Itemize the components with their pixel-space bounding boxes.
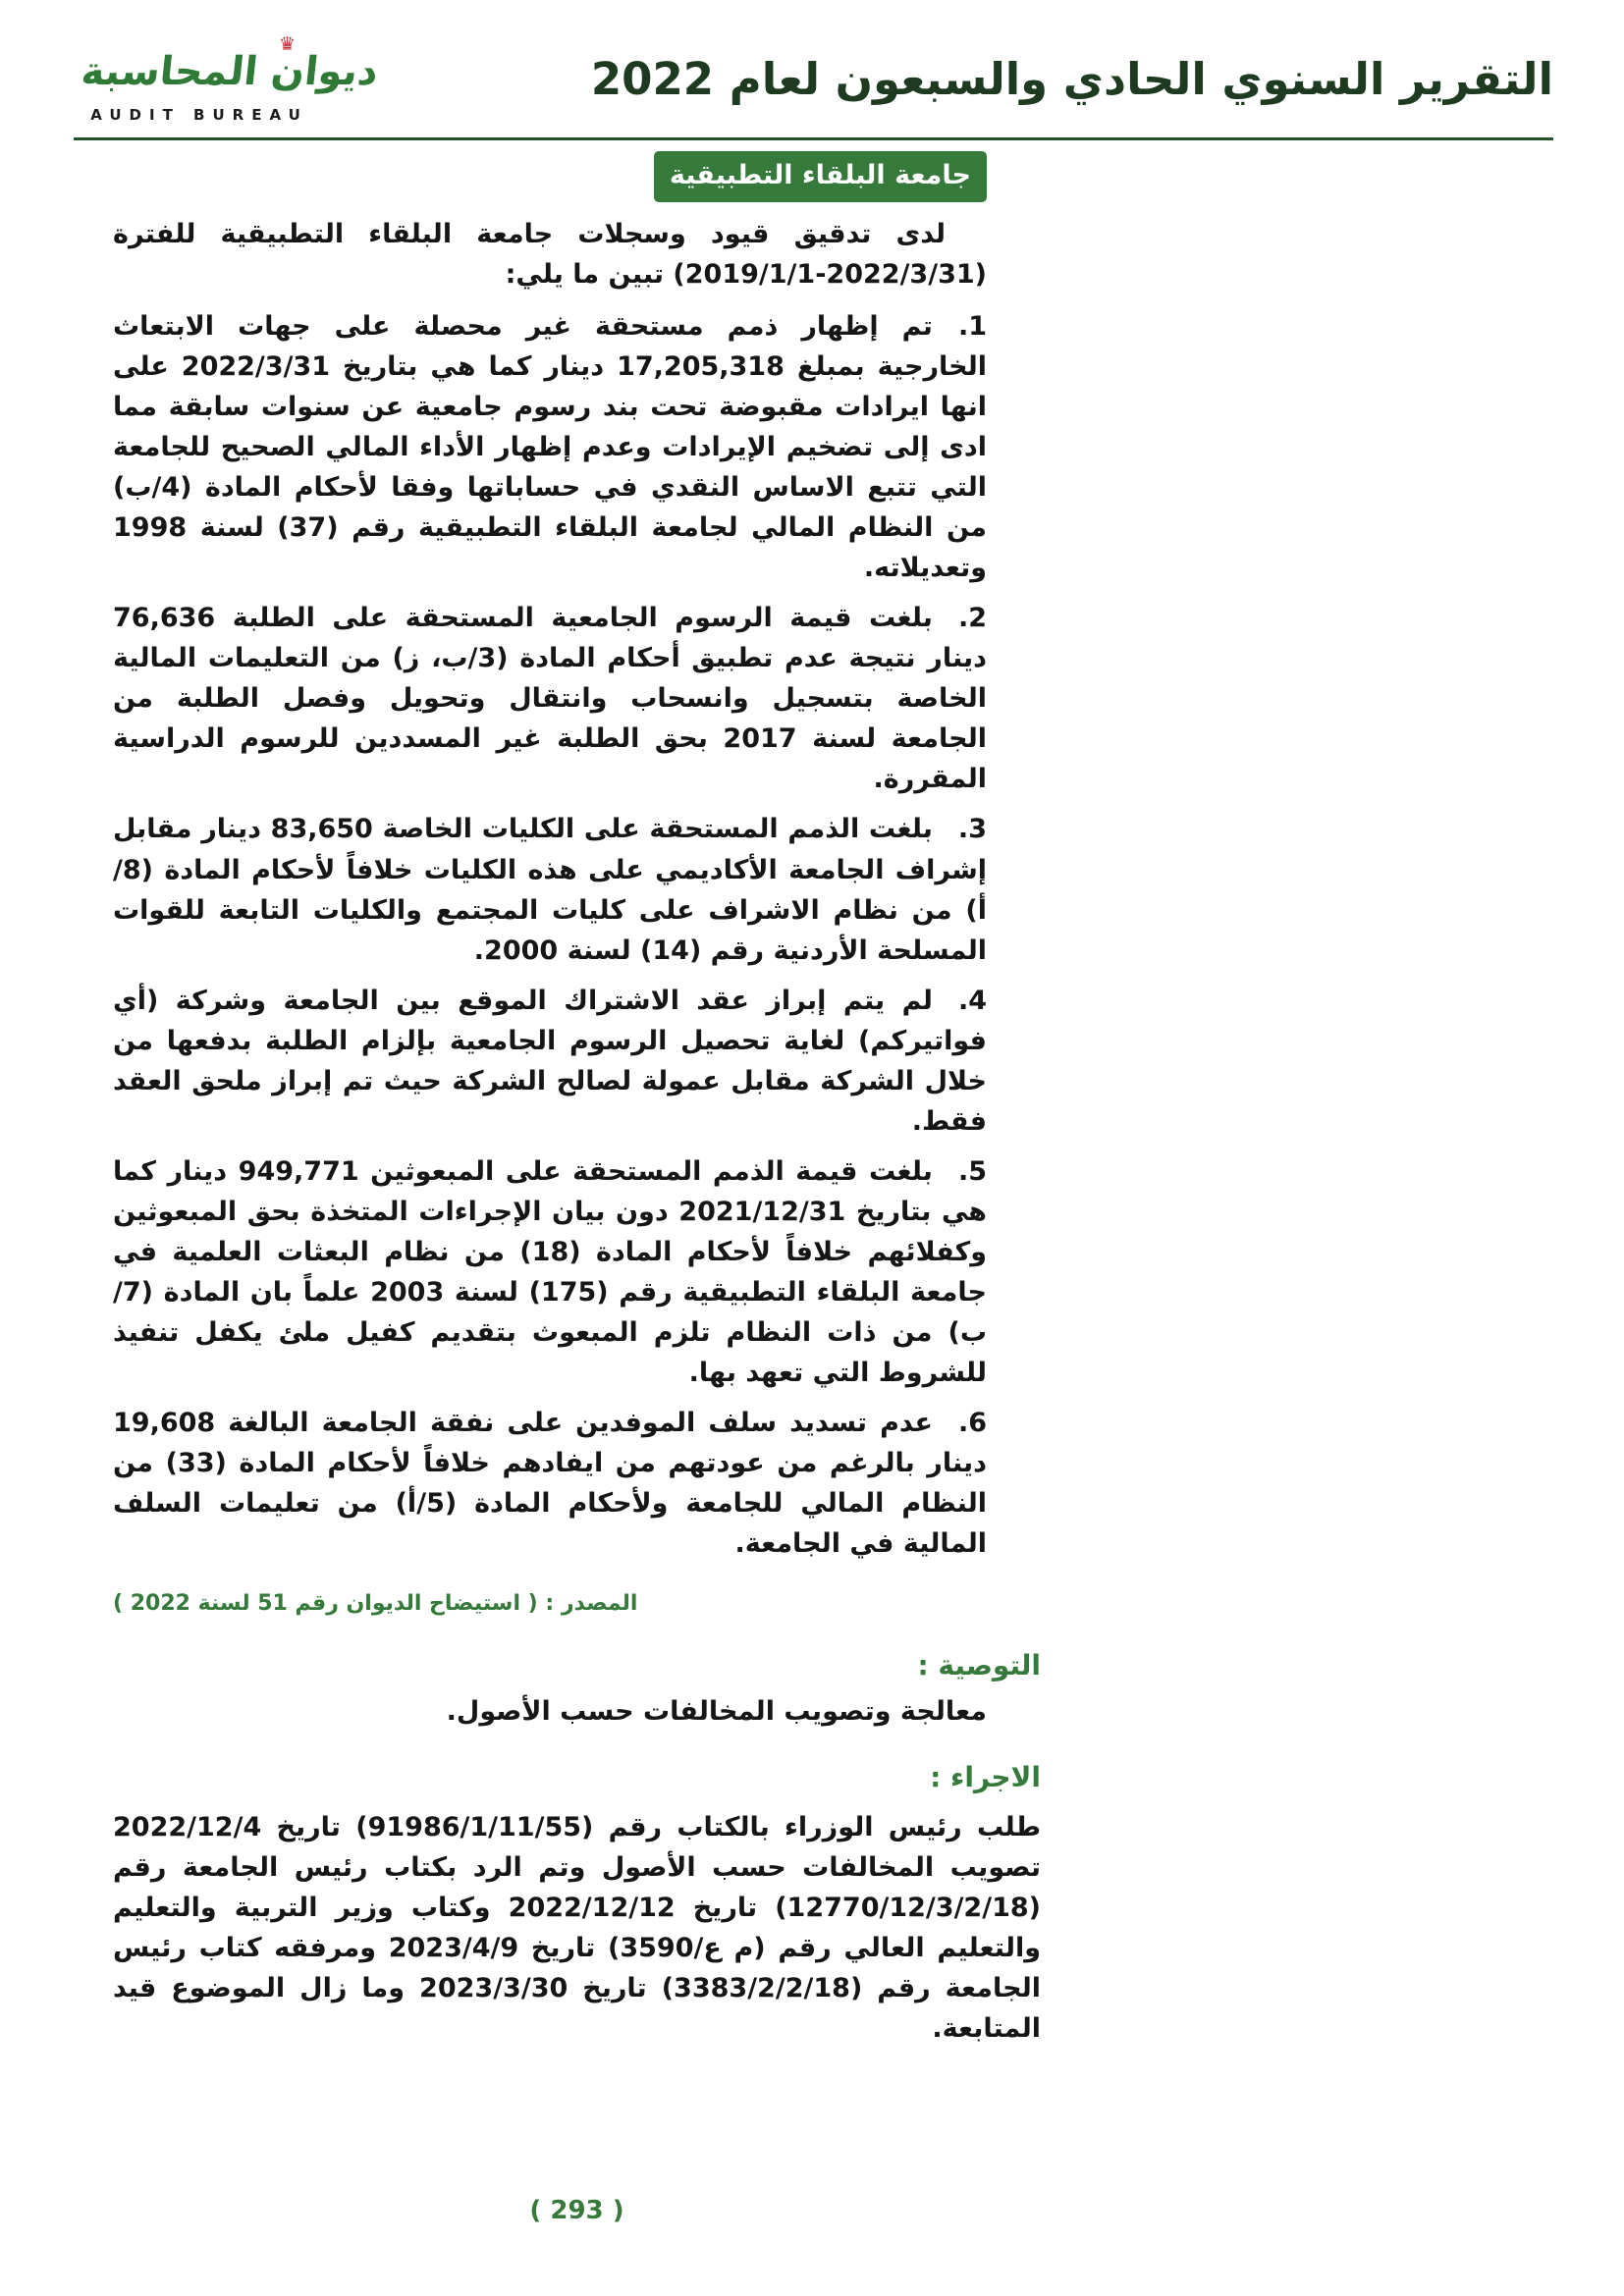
finding-item-2 [113, 598, 987, 799]
page-header [74, 33, 1553, 135]
logo-arabic-name: ديوان المحاسبة [79, 49, 381, 94]
finding-text: عدم تسديد سلف الموفدين على نفقة الجامعة البالغة 19,608 دينار بالرغم من عودتهم من ايفادهم خلافاً لأحكام المادة (33) من النظام المالي للجامعة ولأحكام المادة (5/أ) من تعليمات السلف المالية في الجامعة. [113, 1407, 987, 1559]
finding-item-6 [113, 1403, 987, 1564]
finding-number: 3. [957, 814, 987, 845]
finding-text: تم إظهار ذمم مستحقة غير محصلة على جهات الابتعاث الخارجية بمبلغ 17,205,318 دينار كما هي بتاريخ 2022/3/31 على انها ايرادات مقبوضة تحت بند رسوم جامعية عن سنوات سابقة مما ادى إلى تضخيم الإيرادات وعدم إظهار الأداء المالي الصحيح للجامعة التي تتبع الاساس النقدي في حساباتها وفقا لأحكام المادة (4/ب) من النظام المالي لجامعة البلقاء التطبيقية رقم (37) لسنة 1998 وتعديلاته. [113, 311, 987, 584]
finding-number: 2. [957, 603, 987, 634]
header-divider [74, 137, 1553, 140]
page-number: ( 293 ) [529, 2196, 624, 2225]
finding-number: 1. [957, 311, 987, 343]
section-title: جامعة البلقاء التطبيقية [654, 151, 987, 202]
section-intro: لدى تدقيق قيود وسجلات جامعة البلقاء التطبيقية للفترة (2022/3/31-2019/1/1) تبين ما يلي: [113, 219, 987, 291]
recommendation-text: معالجة وتصويب المخالفات حسب الأصول. [446, 1696, 987, 1728]
page-content [113, 151, 1041, 2049]
finding-text: بلغت الذمم المستحقة على الكليات الخاصة 83,650 دينار مقابل إشراف الجامعة الأكاديمي على هذه الكليات خلافاً لأحكام المادة (8/أ) من نظام الاشراف على كليات المجتمع والكليات التابعة للقوات المسلحة الأردنية رقم (14) لسنة 2000. [113, 814, 987, 966]
report-title: التقرير السنوي الحادي والسبعون لعام 2022 [590, 53, 1553, 105]
finding-text: بلغت قيمة الذمم المستحقة على المبعوثين 949,771 دينار كما هي بتاريخ 2021/12/31 دون بيان الإجراءات المتخذة بحق المبعوثين وكفلائهم خلافاً لأحكام المادة (18) من نظام البعثات العلمية في جامعة البلقاء التطبيقية رقم (175) لسنة 2003 علماً بان المادة (7/ب) من ذات النظام تلزم المبعوث بتقديم كفيل ملئ يكفل تنفيذ للشروط التي تعهد بها. [113, 1155, 987, 1388]
finding-number: 4. [957, 985, 987, 1016]
source-note: المصدر : ( استيضاح الديوان رقم 51 لسنة 2022 ) [113, 1591, 638, 1617]
finding-item-1 [113, 306, 987, 588]
finding-item-4 [113, 981, 987, 1142]
recommendation-heading: التوصية : [917, 1649, 1041, 1682]
crown-icon: ♛ [278, 33, 296, 55]
action-heading: الاجراء : [930, 1761, 1041, 1794]
finding-number: 6. [957, 1407, 987, 1438]
finding-item-3 [113, 809, 987, 970]
audit-bureau-logo [79, 33, 381, 124]
finding-item-5 [113, 1151, 987, 1393]
logo-english-name: AUDIT BUREAU [90, 106, 308, 124]
logo-mark [79, 33, 381, 104]
finding-number: 5. [957, 1155, 987, 1187]
action-text: طلب رئيس الوزراء بالكتاب رقم (91986/1/11/55) تاريخ 2022/12/4 تصويب المخالفات حسب الأصول وتم الرد بكتاب رئيس الجامعة رقم (12770/12/3/2/18) تاريخ 2022/12/12 وكتاب وزير التربية والتعليم والتعليم العالي رقم (م ع/3590) تاريخ 2023/4/9 ومرفقه كتاب رئيس الجامعة رقم (3383/2/2/18) تاريخ 2023/3/30 وما زال الموضوع قيد المتابعة. [113, 1811, 1041, 2044]
finding-text: لم يتم إبراز عقد الاشتراك الموقع بين الجامعة وشركة (أي فواتيركم) لغاية تحصيل الرسوم الجامعية بإلزام الطلبة بدفعها من خلال الشركة مقابل عمولة لصالح الشركة حيث تم إبراز ملحق العقد فقط. [113, 985, 987, 1137]
finding-text: بلغت قيمة الرسوم الجامعية المستحقة على الطلبة 76,636 دينار نتيجة عدم تطبيق أحكام المادة (3/ب، ز) من التعليمات المالية الخاصة بتسجيل وانسحاب وانتقال وتحويل وفصل الطلبة من الجامعة لسنة 2017 بحق الطلبة غير المسددين للرسوم الدراسية المقررة. [113, 603, 987, 795]
